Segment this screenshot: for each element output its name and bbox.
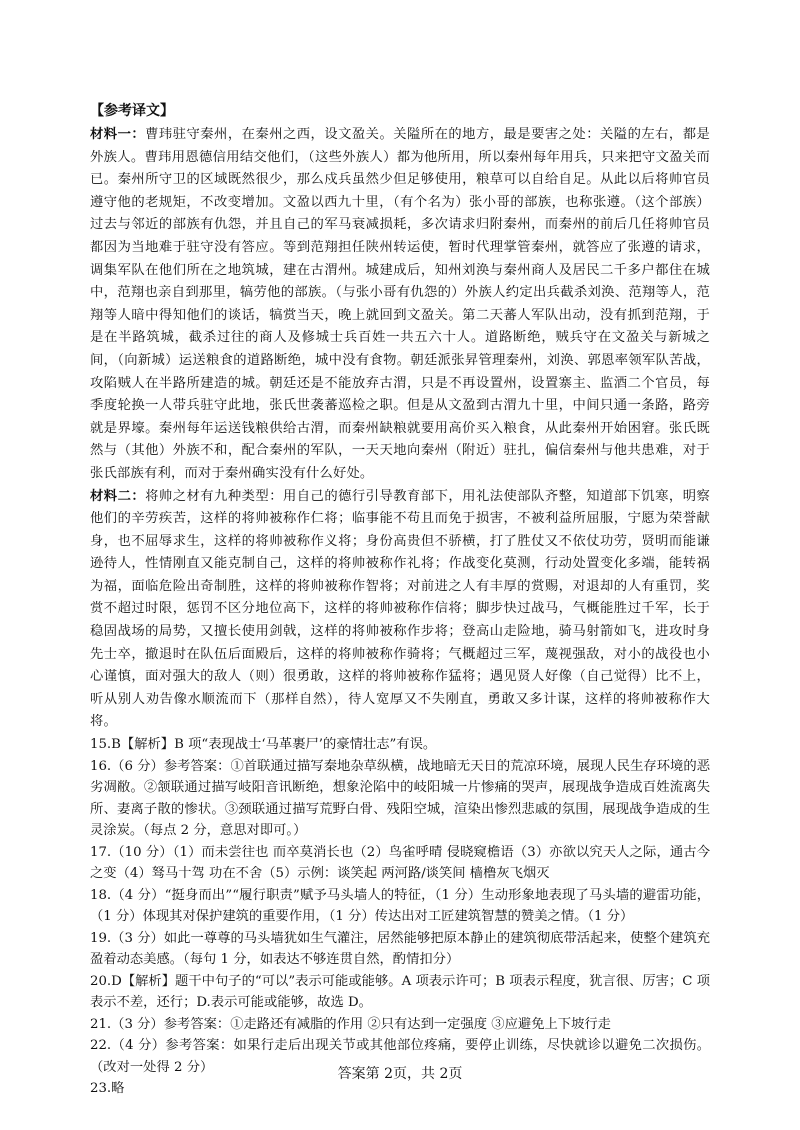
answer-list	[90, 734, 710, 1100]
answer-22: 22.（4 分）参考答案：如果行走后出现关节或其他部位疼痛，要停止训练，尽快就诊以避免二次损伤。（改对一处得 2 分）	[90, 1038, 710, 1075]
answer-19: 19.（3 分）如此一尊尊的马头墙犹如生气灌注，居然能够把原本静止的建筑彻底带活起来，使整个建筑充盈着动态美感。（每句 1 分，如表达不够连贯自然，酌情扣分）	[90, 930, 710, 968]
material-two-label: 材料二：	[90, 488, 146, 504]
section-heading: 【参考译文】	[90, 103, 174, 119]
answer-17: 17.（10 分）（1）而未尝往也 而卒莫消长也（2）鸟雀呼晴 侵晓窥檐语（3）亦欲以究天人之际，通古今之变（4）驽马十驾 功在不舍（5）示例：谈笑起 两河路/谈笑间 樯橹灰飞烟灭	[90, 844, 710, 882]
answer-21: 21.（3 分）参考答案：①走路还有减脂的作用 ②只有达到一定强度 ③应避免上下坡行走	[90, 1016, 611, 1032]
material-two-paragraph	[90, 486, 710, 735]
answer-18: 18.（4 分）“挺身而出”“履行职责”赋予马头墙人的特征，（1 分）生动形象地表现了马头墙的避雷功能，（1 分）体现其对保护建筑的重要作用，（1 分）传达出对工匠建筑智慧的赞美之情。（1 分）	[90, 887, 710, 925]
material-one-label: 材料一：	[90, 127, 146, 142]
page-footer: 答案第 2页，共 2页	[337, 1066, 463, 1082]
answer-16: 16.（6 分）参考答案：①首联通过描写秦地杂草纵横，战地暗无天日的荒凉环境，展现人民生存环境的恶劣凋敝。②颔联通过描写岐阳音讯断绝，想象沦陷中的岐阳城一片惨痛的哭声，展现战争造成百姓流离失所、妻离子散的惨状。③颈联通过描写荒野白骨、残阳空城，渲染出惨烈悲戚的氛围，展现战争造成的生灵涂炭。（每点 2 分，意思对即可。）	[90, 758, 710, 839]
document-page	[90, 100, 710, 1100]
material-two-text: 将帅之材有九种类型：用自己的德行引导教育部下，用礼法使部队齐整，知道部下饥寒，明察他们的辛劳疾苦，这样的将帅被称作仁将；临事能不苟且而免于损害，不被利益所屈服，宁愿为荣誉献身，也不屈辱求生，这样的将帅被称作义将；身份高贵但不骄横，打了胜仗又不依仗功劳，贤明而能谦逊待人，性情刚直又能克制自己，这样的将帅被称作礼将；作战变化莫测，行动处置变化多端，能转祸为福，面临危险出奇制胜，这样的将帅被称作智将；对前进之人有丰厚的赏赐，对退却的人有重罚，奖赏不超过时限，惩罚不区分地位高下，这样的将帅被称作信将；脚步快过战马，气概能胜过千军，长于稳固战场的局势，又擅长使用剑戟，这样的将帅被称作步将；登高山走险地，骑马射箭如飞，进攻时身先士卒，撤退时在队伍后面殿后，这样的将帅被称作骑将；气概超过三军，蔑视强敌，对小的战役也小心谨慎，面对强大的敌人（则）很勇敢，这样的将帅被称作猛将；遇见贤人好像（自己觉得）比不上，听从别人劝告像水顺流而下（那样自然），待人宽厚又不失刚直，勇敢又多计谋，这样的将帅被称作大将。	[90, 488, 710, 730]
material-one-text: 曹玮驻守秦州，在秦州之西，设文盈关。关隘所在的地方，最是要害之处：关隘的左右，都是外族人。曹玮用恩德信用结交他们，（这些外族人）都为他所用，所以秦州每年用兵，只来把守文盈关而已。秦州所守卫的区域既然很少，那么戍兵虽然少但足够使用，粮草可以自给自足。从此以后将帅官员遵守他的老规矩，不改变增加。文盈以西九十里，（有个名为）张小哥的部族，也称张遵。（这个部族）过去与邻近的部族有仇怨，并且自己的军马衰减损耗，多次请求归附秦州，而秦州的前后几任将帅官员都因为当地难于驻守没有答应。等到范翔担任陕州转运使，暂时代理掌管秦州，就答应了张遵的请求，调集军队在他们所在之地筑城，建在古渭州。城建成后，知州刘涣与秦州商人及居民二千多户都住在城中，范翔也亲自到那里，犒劳他的部族。（与张小哥有仇怨的）外族人约定出兵截杀刘涣、范翔等人，范翔等人暗中得知他们的谈话，犒赏当天，晚上就回到文盈关。第二天蕃人军队出动，没有抓到范翔，于是在半路筑城，截杀过往的商人及修城士兵百姓一共五六十人。道路断绝，贼兵守在文盈关与新城之间，（向新城）运送粮食的道路断绝，城中没有食物。朝廷派张昇管理秦州，刘涣、郭恩率领军队苦战，攻陷贼人在半路所建造的城。朝廷还是不能放弃古渭，只是不再设置州，设置寨主、监酒二个官员，每季度轮换一人带兵驻守此地，张氏世袭蕃巡检之职。但是从文盈到古渭九十里，中间只通一条路，路旁就是界壕。秦州每年运送钱粮供给古渭，而秦州缺粮就要用高价买入粮食，从此秦州开始困窘。张氏既然与（其他）外族不和，配合秦州的军队，一天天地向秦州（附近）驻扎，偏信秦州与他共患难，对于张氏部族有利，而对于秦州确实没有什么好处。	[90, 127, 710, 481]
material-one-paragraph	[90, 124, 710, 486]
answer-23: 23.略	[90, 1081, 125, 1097]
answer-20: 20.D【解析】题干中句子的“可以”表示可能或能够。A 项表示许可；B 项表示程度，犹言很、厉害；C 项表示不差，还行；D.表示可能或能够，故选 D。	[90, 973, 710, 1011]
answer-15: 15.B【解析】B 项“表现战士‘马革裹尸’的豪情壮志”有误。	[90, 737, 437, 753]
